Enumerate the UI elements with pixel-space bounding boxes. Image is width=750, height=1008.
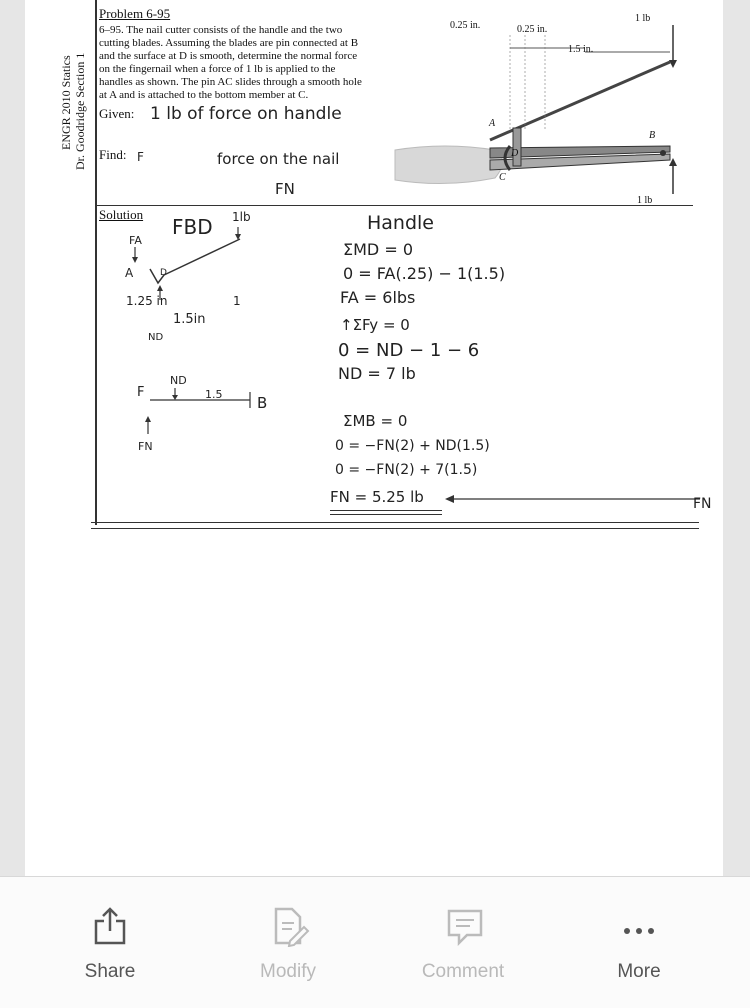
comment-button[interactable] [393, 877, 533, 1008]
fig-label-a: A [489, 118, 496, 129]
share-icon [92, 907, 128, 947]
problem-line-6: at A and is attached to the bottom member at C. [99, 89, 309, 101]
fig-force-bottom: 1 lb [637, 195, 653, 206]
fig-dim-left: 0.25 in. [450, 20, 481, 31]
fbd-dim2: 1.5in [173, 312, 206, 327]
problem-line-1: 6–95. The nail cutter consists of the handle and the two [99, 24, 343, 36]
course-title: ENGR 2010 Statics [59, 55, 73, 150]
blade-nd-label: ND [170, 374, 187, 387]
more-button[interactable] [569, 877, 709, 1008]
eq-sum-fy: ↑ΣFy = 0 [340, 316, 410, 334]
pin-b [660, 150, 666, 156]
handle-pivot [150, 269, 164, 283]
problem-line-5: handles as shown. The pin AC slides through a smooth hole [99, 76, 362, 88]
blade-length: 1.5 [205, 388, 223, 401]
modify-button[interactable] [218, 877, 358, 1008]
problem-line-3: and the surface at D is smooth, determine the normal force [99, 50, 358, 62]
fbd-one: 1 [233, 294, 241, 308]
eq-moment-handle: 0 = FA(.25) − 1(1.5) [343, 264, 506, 283]
problem-title: Problem 6-95 [99, 6, 171, 21]
fbd-handle-sketch [120, 225, 270, 315]
eq-sum-md: ΣMD = 0 [343, 240, 413, 259]
handle-line [164, 239, 240, 275]
more-icon [621, 907, 661, 947]
document-page [25, 0, 723, 876]
fbd-a-label: A [125, 266, 134, 280]
fig-dim-right: 0.25 in. [517, 24, 548, 35]
eq-moment-blade-sub: 0 = −FN(2) + 7(1.5) [335, 462, 478, 478]
solution-label: Solution [99, 207, 144, 222]
more-label: More [617, 961, 661, 982]
find-fn: FN [275, 180, 295, 198]
finger-shape [395, 146, 503, 184]
fig-force-top: 1 lb [635, 13, 651, 24]
fig-dim-long: 1.5 in. [568, 44, 594, 55]
eq-fn-result: FN = 5.25 lb [330, 488, 424, 506]
answer-pointer-arrow [445, 492, 705, 506]
section-divider [95, 205, 693, 206]
handle-heading: Handle [367, 212, 435, 234]
find-label: Find: [99, 147, 127, 162]
bottom-divider-2 [91, 528, 699, 529]
fbd-label: FBD [172, 215, 213, 239]
given-value: 1 lb of force on handle [150, 104, 342, 124]
answer-underline-2 [330, 514, 442, 515]
pin-ac [513, 128, 521, 166]
fbd-dim1: 1.25 in [126, 294, 168, 308]
margin-fn-label: FN [693, 496, 712, 512]
instructor-section: Dr. Goodridge Section 1 [73, 52, 87, 170]
share-label: Share [84, 961, 136, 982]
find-value: force on the nail [217, 150, 340, 168]
fig-label-b: B [649, 130, 656, 141]
fig-label-d: D [511, 148, 519, 159]
fbd-force-label: 1lb [232, 210, 251, 224]
blade-fn-bottom: FN [138, 440, 153, 453]
eq-nd-result: ND = 7 lb [338, 364, 416, 383]
fig-label-c: C [499, 172, 506, 183]
eq-nd-balance: 0 = ND − 1 − 6 [338, 340, 480, 361]
answer-underline-1 [330, 510, 442, 511]
eq-moment-blade: 0 = −FN(2) + ND(1.5) [335, 438, 490, 454]
bottom-toolbar [0, 876, 750, 1008]
eq-sum-mb: ΣMB = 0 [343, 412, 408, 430]
problem-line-4: on the fingernail when a force of 1 lb is applied to the [99, 63, 336, 75]
eq-fa-result: FA = 6lbs [340, 288, 416, 307]
given-label: Given: [99, 106, 135, 121]
fbd-d-label: D [160, 268, 167, 278]
fbd-fa-label: FA [129, 234, 142, 247]
comment-icon [445, 907, 485, 947]
blade-b-label: B [257, 394, 268, 412]
problem-line-2: cutting blades. Assuming the blades are pin connected at B [99, 37, 359, 49]
find-f: F [137, 150, 144, 164]
blade-fn-force: F [137, 385, 145, 400]
fbd-blade-sketch [145, 378, 268, 438]
left-margin-line [95, 0, 97, 525]
comment-label: Comment [421, 961, 505, 982]
modify-label: Modify [260, 961, 316, 982]
modify-icon [270, 907, 310, 947]
fbd-nd-label: ND [148, 332, 164, 343]
share-button[interactable] [40, 877, 180, 1008]
bottom-divider-1 [91, 522, 699, 523]
nail-cutter-figure [385, 10, 695, 205]
